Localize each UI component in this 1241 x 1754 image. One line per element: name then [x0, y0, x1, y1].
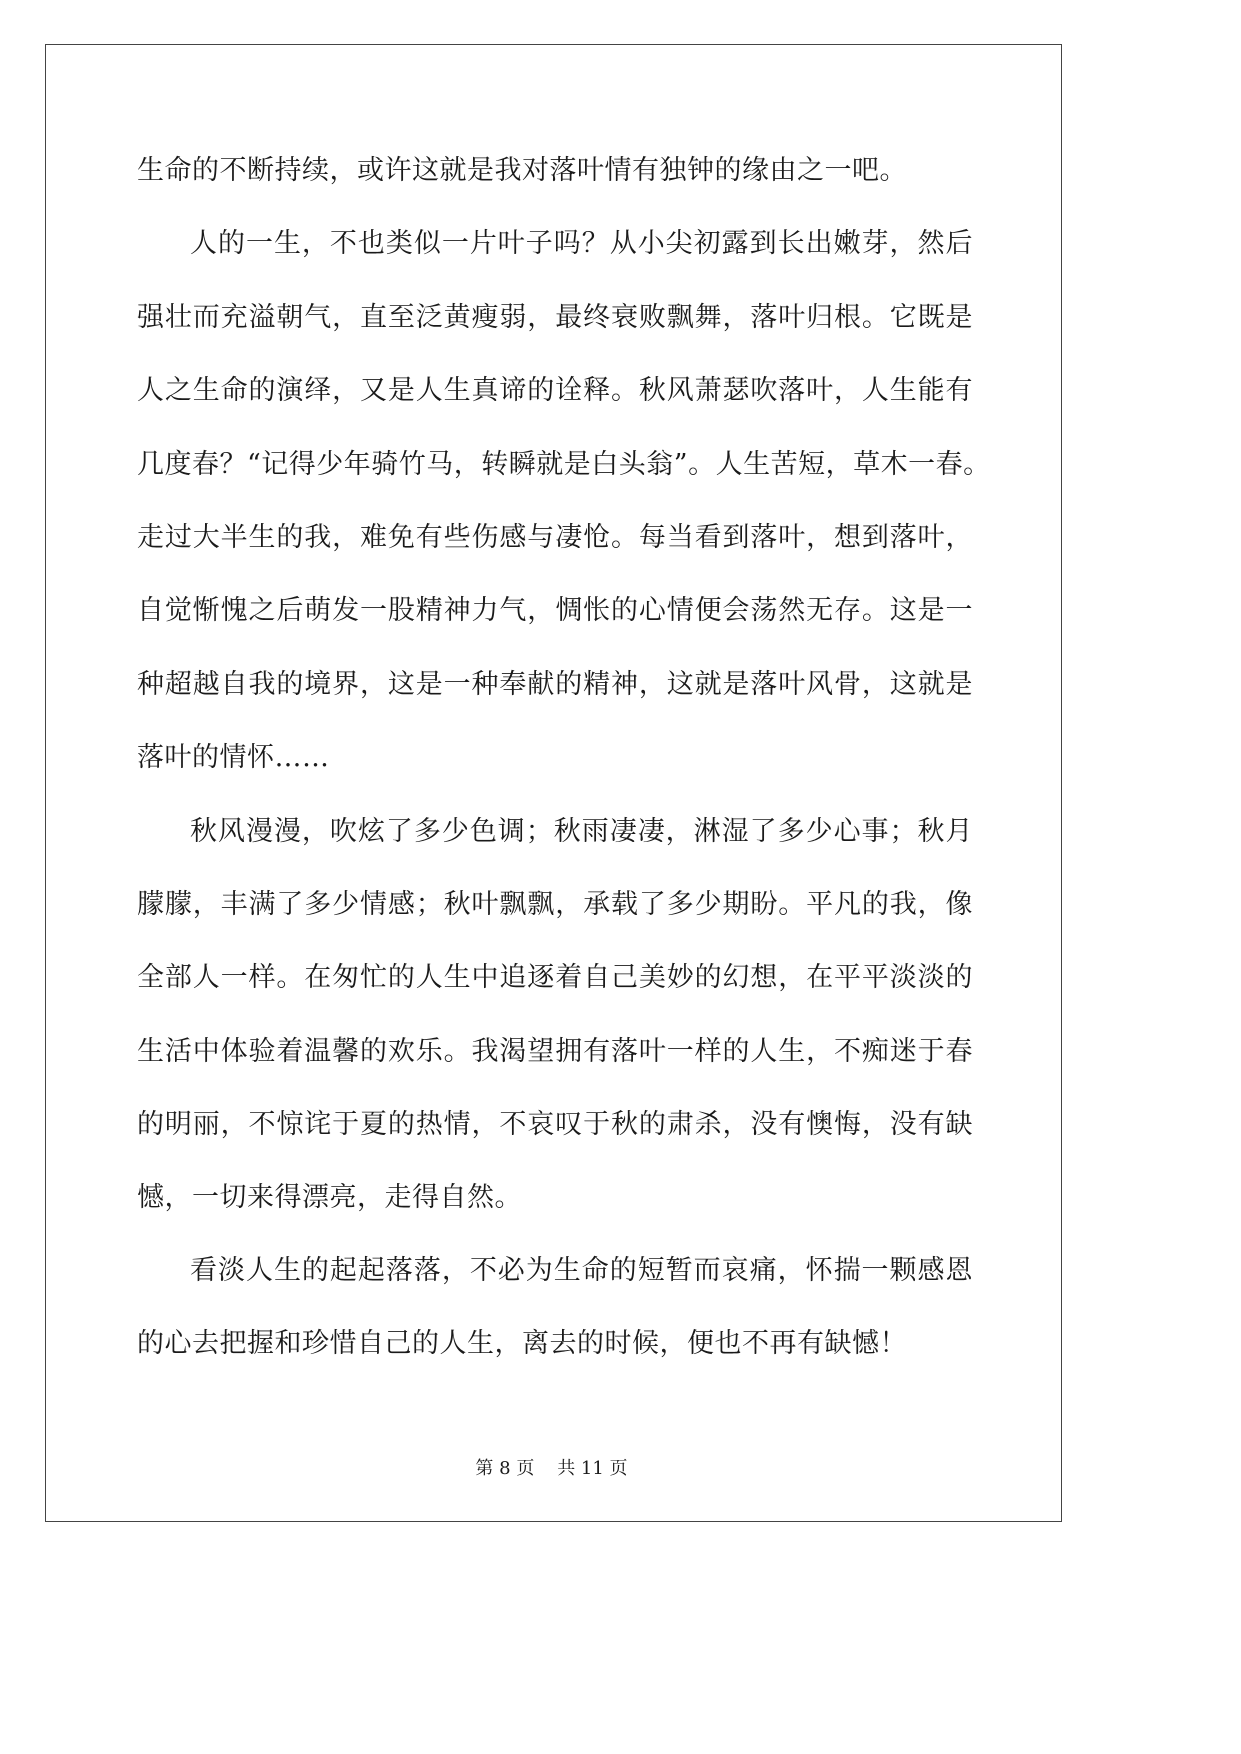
- page-footer: [0, 1454, 1103, 1480]
- text-line: 落叶的情怀……: [137, 742, 330, 773]
- text-line: 自觉惭愧之后萌发一股精神力气，惆怅的心情便会荡然无存。这是一: [137, 595, 973, 626]
- text-line: 走过大半生的我，难免有些伤感与凄怆。每当看到落叶，想到落叶，: [137, 522, 973, 553]
- text-line: 憾，一切来得漂亮，走得自然。: [137, 1182, 522, 1213]
- text-line: 看淡人生的起起落落，不必为生命的短暂而哀痛，怀揣一颗感恩: [190, 1255, 973, 1286]
- text-line: 人之生命的演绎，又是人生真谛的诠释。秋风萧瑟吹落叶，人生能有: [137, 375, 973, 406]
- page-number-label: 第 8 页 共 11 页: [475, 1458, 628, 1479]
- page-border: [45, 44, 1062, 1522]
- text-line: 生活中体验着温馨的欢乐。我渴望拥有落叶一样的人生，不痴迷于春: [137, 1036, 973, 1067]
- text-line: 的心去把握和珍惜自己的人生，离去的时候，便也不再有缺憾！: [137, 1328, 907, 1359]
- text-line: 强壮而充溢朝气，直至泛黄瘦弱，最终衰败飘舞，落叶归根。它既是: [137, 302, 973, 333]
- text-line: 种超越自我的境界，这是一种奉献的精神，这就是落叶风骨，这就是: [137, 669, 973, 700]
- text-line: 秋风漫漫，吹炫了多少色调；秋雨凄凄，淋湿了多少心事；秋月: [190, 816, 973, 847]
- text-line: 的明丽，不惊诧于夏的热情，不哀叹于秋的肃杀，没有懊悔，没有缺: [137, 1109, 973, 1140]
- text-line: 几度春？“记得少年骑竹马，转瞬就是白头翁”。人生苦短，草木一春。: [137, 449, 991, 480]
- text-line: 生命的不断持续，或许这就是我对落叶情有独钟的缘由之一吧。: [137, 155, 907, 186]
- text-line: 朦朦，丰满了多少情感；秋叶飘飘，承载了多少期盼。平凡的我，像: [137, 889, 973, 920]
- text-line: 全部人一样。在匆忙的人生中追逐着自己美妙的幻想，在平平淡淡的: [137, 962, 973, 993]
- text-line: 人的一生，不也类似一片叶子吗？从小尖初露到长出嫩芽，然后: [190, 228, 973, 259]
